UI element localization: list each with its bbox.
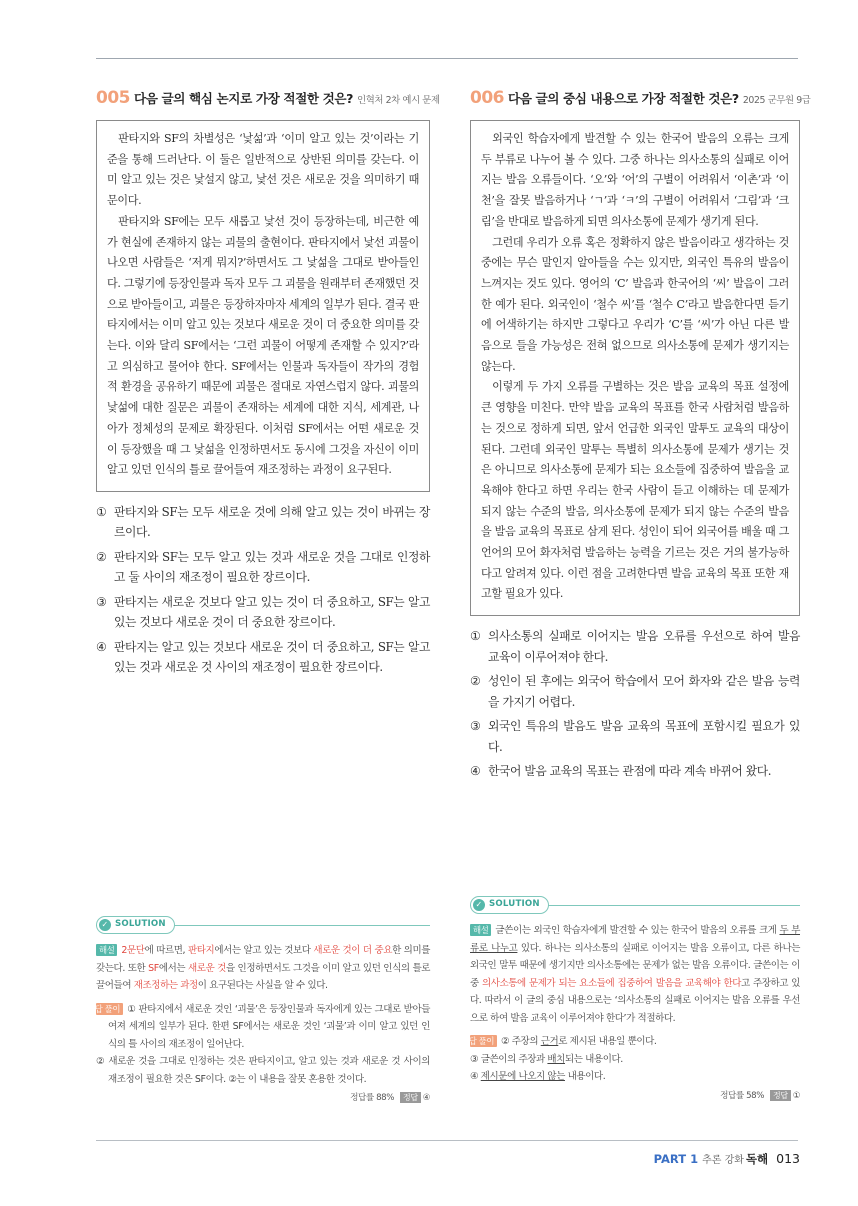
explanation-segment: 에서는 (158, 962, 189, 974)
explanation-segment: 재조정하는 과정 (133, 980, 198, 991)
solution-005 (87, 916, 431, 1108)
question-number: 006 (470, 88, 504, 108)
option-number: ④ (96, 639, 107, 654)
page-footer (654, 1148, 800, 1167)
bottom-rule (96, 1140, 798, 1141)
option-text: 성인이 된 후에는 외국어 학습에서 모어 화자와 같은 발음 능력을 가지기 어렵다. (488, 674, 800, 709)
page-number: 013 (776, 1151, 800, 1166)
wrong-note (470, 1068, 800, 1086)
wrong-note-segment: 배치 (547, 1053, 565, 1065)
question-005 (96, 88, 440, 682)
option-number: ④ (470, 764, 481, 779)
passage-box (470, 120, 800, 616)
question-header (470, 88, 811, 108)
top-rule (96, 58, 798, 59)
wrong-answer-notes (87, 1001, 430, 1089)
option-4[interactable] (96, 637, 430, 678)
option-number: ① (470, 629, 481, 644)
option-1[interactable] (470, 626, 800, 667)
explanation-segment: 한 의미를 갖는다. 또한 (96, 945, 430, 974)
wrong-note-segment: 제시문에 나오지 않는 (480, 1071, 565, 1082)
footer-subtitle: 추론 강화 (702, 1155, 744, 1166)
explanation-segment: 새로운 것이 더 중요 (313, 945, 393, 956)
wrong-note-segment: 로 제시된 내용일 뿐이다. (558, 1036, 657, 1047)
option-text: 외국인 특유의 발음도 발음 교육의 목표에 포함시킬 필요가 있다. (488, 719, 800, 754)
question-source: 인혁처 2차 예시 문제 (357, 95, 440, 106)
option-text: 판타지는 새로운 것보다 알고 있는 것이 더 중요하고, SF는 알고 있는 것보다 새로운 것이 더 중요한 장르이다. (114, 594, 430, 630)
passage-paragraph: 판타지와 SF에는 모두 새롭고 낯선 것이 등장하는데, 비근한 예가 현실에 존재하지 않는 괴물의 출현이다. 판타지에서 낯선 괴물이 나오면 사람들은 ‘저게 뭐지?’하면서도 그 낯섦을 그대로 받아들인다. 그렇기에 등장인물과 독자 모두 그 괴물을 원래부터 존재했던 것으로 받아들이고, 괴물은 등장하자마자 세계의 일부가 된다. 결국 판타지에서는 이미 알고 있는 것보다 새로운 것이 더 중요한 의미를 갖는다. 이와 달리 SF에서는 ‘그런 괴물이 어떻게 존재할 수 있지?’라고 의심하고 물어야 한다. SF에서는 인물과 독자들이 작가의 경험적 환경을 공유하기 때문에 괴물은 절대로 자연스럽지 않다. 괴물의 낯섦에 대한 질문은 괴물이 존재하는 세계에 대한 지식, 세계관, 나아가 정체성의 문제로 확장된다. 이처럼 SF에서는 어떤 새로운 것이 등장했을 때 그 낯섦을 인정하면서도 동시에 그것을 자신이 이미 알고 있던 인식의 틀로 끌어들여 재조정하는 과정이 요구된다. (107, 214, 419, 477)
option-3[interactable] (96, 592, 430, 633)
answer-tag: 정답 (400, 1092, 421, 1103)
wrong-note-segment: 근거 (540, 1036, 559, 1047)
check-icon: ✓ (473, 899, 485, 911)
answer-value: ① (792, 1090, 800, 1101)
passage-paragraph: 그런데 우리가 오류 혹은 정확하지 않은 발음이라고 생각하는 것 중에는 무슨 말인지 알아들을 수는 있지만, 외국인 특유의 발음이 느껴지는 것도 있다. 영어의 ‘C’ 발음과 한국어의 ‘씨’ 발음이 그러한 예가 된다. 외국인이 ‘철수 씨’를 ‘철수 C’라고 발음한다면 듣기에 어색하기는 하지만 그렇다고 우리가 ‘C’를 ‘씨’가 아닌 다른 발음으로 들을 가능성은 전혀 없으므로 의사소통에 문제가 생기지는 않는다. (481, 235, 789, 373)
explanation-segment: 의사소통에 문제가 되는 요소들에 집중하여 발음을 교육해야 한다 (481, 977, 742, 989)
question-number: 005 (96, 88, 130, 108)
wrong-note-text: ① 판타지에서 새로운 것인 ‘괴물’은 등장인물과 독자에게 있는 그대로 받아들여져 세계의 일부가 된다. 한편 SF에서는 새로운 것인 ‘괴물’과 이미 알고 있던 인식의 틀 사이의 재조정이 일어난다. (108, 1003, 430, 1050)
option-1[interactable] (96, 502, 430, 543)
explanation-segment: 고 주장하고 있다. 따라서 이 글의 중심 내용으로는 ‘의사소통의 실패로 이어지는 발음 오류를 우선으로 하여 발음 교육이 이루어져야 한다’가 적절하다. (470, 977, 800, 1024)
wrong-note (470, 1051, 800, 1069)
option-text: 판타지와 SF는 모두 알고 있는 것과 새로운 것을 그대로 인정하고 둘 사이의 재조정이 필요한 장르이다. (114, 549, 430, 585)
question-header (96, 88, 440, 108)
wrong-note (461, 1033, 800, 1051)
question-title: 다음 글의 중심 내용으로 가장 적절한 것은? (508, 91, 739, 106)
passage-box (96, 120, 430, 492)
explanation-segment: 에 따르면, (144, 945, 188, 956)
answer-tag: 정답 (770, 1090, 791, 1101)
option-number: ② (470, 674, 481, 689)
answer-value: ④ (422, 1093, 430, 1103)
explanation-segment: SF (148, 962, 159, 974)
option-3[interactable] (470, 716, 800, 757)
check-icon: ✓ (99, 919, 111, 931)
explanation-segment: 2문단 (121, 945, 145, 956)
explanation-tag: 해설 (96, 944, 117, 956)
explanation-text (96, 945, 430, 991)
solution-header (96, 916, 430, 934)
explanation-segment: 새로운 것 (188, 962, 226, 974)
answer-line (470, 1088, 800, 1106)
wrong-note-segment: ④ (470, 1071, 481, 1082)
wrong-note-segment: 내용이다. (564, 1071, 606, 1082)
wrong-note (87, 1001, 430, 1054)
footer-part: PART 1 (653, 1152, 699, 1166)
passage-paragraph: 판타지와 SF의 차별성은 ‘낯섦’과 ‘이미 알고 있는 것’이라는 기준을 통해 드러난다. 이 둘은 일반적으로 상반된 의미를 갖는다. 이미 알고 있는 것은 낯설지 않고, 낯선 것은 새로운 것을 의미하기 때문이다. (107, 132, 419, 208)
explanation-segment: 을 인정하면서도 그것을 이미 알고 있던 인식의 틀로 끌어들여 (96, 962, 431, 991)
question-source: 2025 군무원 9급 (742, 95, 811, 106)
option-text: 판타지와 SF는 모두 새로운 것에 의해 알고 있는 것이 바뀌는 장르이다. (114, 504, 430, 540)
solution-label: SOLUTION (489, 899, 540, 910)
option-text: 판타지는 알고 있는 것보다 새로운 것이 더 중요하고, SF는 알고 있는 것과 새로운 것 사이의 재조정이 필요한 장르이다. (114, 639, 430, 675)
wrong-note-segment: ③ 글쓴이의 주장과 (470, 1053, 548, 1065)
solution-header (470, 896, 800, 914)
explanation (96, 942, 430, 995)
solution-pill (470, 896, 549, 914)
option-2[interactable] (470, 671, 800, 712)
explanation-segment: 이 요구된다는 사실을 알 수 있다. (197, 980, 328, 991)
option-number: ③ (470, 719, 481, 734)
solution-006 (461, 896, 800, 1105)
explanation-segment: 판타지 (187, 945, 215, 956)
footer-section: 독해 (745, 1152, 769, 1166)
explanation-text (470, 925, 800, 1024)
accuracy-rate: 정답률 88% (350, 1093, 395, 1103)
answer-options (470, 626, 800, 782)
explanation (470, 922, 800, 1027)
passage-paragraph: 이렇게 두 가지 오류를 구별하는 것은 발음 교육의 목표 설정에 큰 영향을 미친다. 만약 발음 교육의 목표를 한국 사람처럼 발음하는 것으로 정하게 되면, 앞서 언급한 외국인 말투도 교육의 대상이 된다. 그런데 외국인 말투는 특별히 의사소통에 문제가 생기는 것은 아니므로 의사소통에 문제가 되는 요소들에 집중하여 발음을 교육해야 한다고 하면 우리는 한국 사람이 듣고 이해하는 데 문제가 되지 않는 수준의 발음, 의사소통에 문제가 되지 않는 수준의 발음을 발음 교육의 목표로 삼게 된다. 성인이 되어 외국어를 배울 때 그 언어의 모어 화자처럼 발음하는 능력을 기르는 것은 거의 불가능하다고 알려져 있다. 이런 점을 고려한다면 발음 교육의 목표 또한 재고할 필요가 있다. (481, 380, 789, 601)
solution-pill (96, 916, 175, 934)
answer-options (96, 502, 430, 678)
option-text: 의사소통의 실패로 이어지는 발음 오류를 우선으로 하여 발음 교육이 이루어져야 한다. (488, 629, 800, 664)
wrong-note-text: ② 새로운 것을 그대로 인정하는 것은 판타지이고, 알고 있는 것과 새로운 것 사이의 재조정이 필요한 것은 SF이다. ②는 이 내용을 잘못 혼용한 것이다. (96, 1056, 430, 1085)
explanation-tag: 해설 (470, 924, 491, 936)
wrong-note-segment: 되는 내용이다. (564, 1053, 623, 1065)
option-4[interactable] (470, 761, 800, 782)
wrong-note (96, 1053, 430, 1088)
explanation-segment: 있다. 하나는 의사소통의 실패로 이어지는 발음 오류이고, 다른 하나는 외국인 말투 때문에 생기지만 의사소통에는 문제가 없는 발음 오류이다. 글쓴이는 이 중 (470, 942, 800, 989)
option-number: ③ (96, 594, 107, 609)
explanation-segment: 두 부류로 나누고 (470, 925, 800, 954)
solution-label: SOLUTION (115, 919, 166, 930)
explanation-segment: 에서는 알고 있는 것보다 (214, 945, 314, 956)
question-006 (470, 88, 811, 786)
wrong-answer-notes (461, 1033, 800, 1086)
option-number: ② (96, 549, 107, 564)
wrong-tag: 오답 풀이 (96, 1003, 123, 1015)
wrong-tag: 오답 풀이 (470, 1035, 497, 1047)
passage-paragraph: 외국인 학습자에게 발견할 수 있는 한국어 발음의 오류는 크게 두 부류로 나누어 볼 수 있다. 그중 하나는 의사소통의 실패로 이어지는 발음 오류들이다. ‘오’와 ‘어’의 구별이 어려워서 ‘이촌’과 ‘이천’을 잘못 발음하거나 ‘ㄱ’과 ‘ㅋ’의 구별이 어려워서 ‘그림’과 ‘크림’을 반대로 발음하게 되면 의사소통에 문제가 생기게 된다. (481, 132, 789, 228)
accuracy-rate: 정답률 58% (720, 1090, 765, 1101)
option-number: ① (96, 504, 107, 519)
question-title: 다음 글의 핵심 논지로 가장 적절한 것은? (134, 91, 354, 106)
option-2[interactable] (96, 547, 430, 588)
wrong-note-segment: ② 주장의 (501, 1036, 541, 1047)
explanation-segment: 글쓴이는 외국인 학습자에게 발견할 수 있는 한국어 발음의 오류를 크게 (495, 925, 780, 936)
answer-line (96, 1090, 430, 1108)
option-text: 한국어 발음 교육의 목표는 관점에 따라 계속 바뀌어 왔다. (488, 764, 772, 779)
